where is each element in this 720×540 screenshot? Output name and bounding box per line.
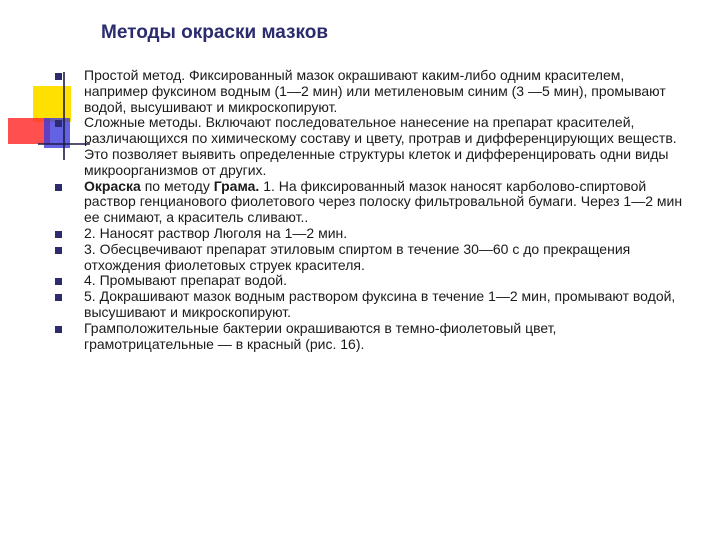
bullet-list xyxy=(50,68,690,352)
bullet-icon xyxy=(55,73,62,80)
list-item-text: 5. Докрашивают мазок водным раствором фуксина в течение 1—2 мин, промывают водой, высушивают и микроскопируют. xyxy=(84,288,676,320)
list-item-text: 4. Промывают препарат водой. xyxy=(84,272,287,289)
deco-red-square xyxy=(8,118,50,144)
bullet-icon xyxy=(55,247,62,254)
bullet-icon xyxy=(55,294,62,301)
list-item-text: по методу xyxy=(140,177,214,194)
list-item xyxy=(50,321,690,353)
list-item-text: 2. Наносят раствор Люголя на 1—2 мин. xyxy=(84,224,348,241)
bullet-icon xyxy=(55,120,62,127)
list-item-text: 1. На фиксированный мазок наносят карболово-спиртовой раствор генцианового фиолетового через полоску фильтровальной бумаги. Через 1—2 мин ее снимают, а краситель сливают.. xyxy=(84,177,683,226)
bullet-icon xyxy=(55,326,62,333)
list-item-text: Сложные методы. Включают последовательное нанесение на препарат красителей, различающихся по химическому составу и цвету, протрав и дифференцирующих веществ. Это позволяет выявить определенные структуры клеток и дифференцировать одни виды микроорганизмов от других. xyxy=(84,114,677,178)
list-item xyxy=(50,242,690,274)
list-item-text: 3. Обесцвечивают препарат этиловым спиртом в течение 30—60 с до прекращения отхождения фиолетовых струек красителя. xyxy=(84,240,631,273)
list-item-text: Грамположительные бактерии окрашиваются в темно-фиолетовый цвет, грамотрицательные — в красный (рис. 16). xyxy=(84,319,557,352)
list-item xyxy=(50,273,690,289)
list-item-bold: Грама. xyxy=(213,177,260,194)
bullet-icon xyxy=(55,231,62,238)
list-item-text: Простой метод. Фиксированный мазок окрашивают каким-либо одним красителем, например фуксином водным (1—2 мин) или метиленовым синим (3 —5 мин), промывают водой, высушивают и микроскопируют. xyxy=(84,67,666,115)
slide-title: Методы окраски мазков xyxy=(101,22,329,43)
list-item xyxy=(50,179,690,226)
bullet-icon xyxy=(55,278,62,285)
list-item xyxy=(50,289,690,321)
list-item xyxy=(50,226,690,242)
list-item xyxy=(50,68,690,115)
list-item-bold: Окраска xyxy=(84,177,141,194)
list-item xyxy=(50,115,690,178)
bullet-icon xyxy=(55,184,62,191)
